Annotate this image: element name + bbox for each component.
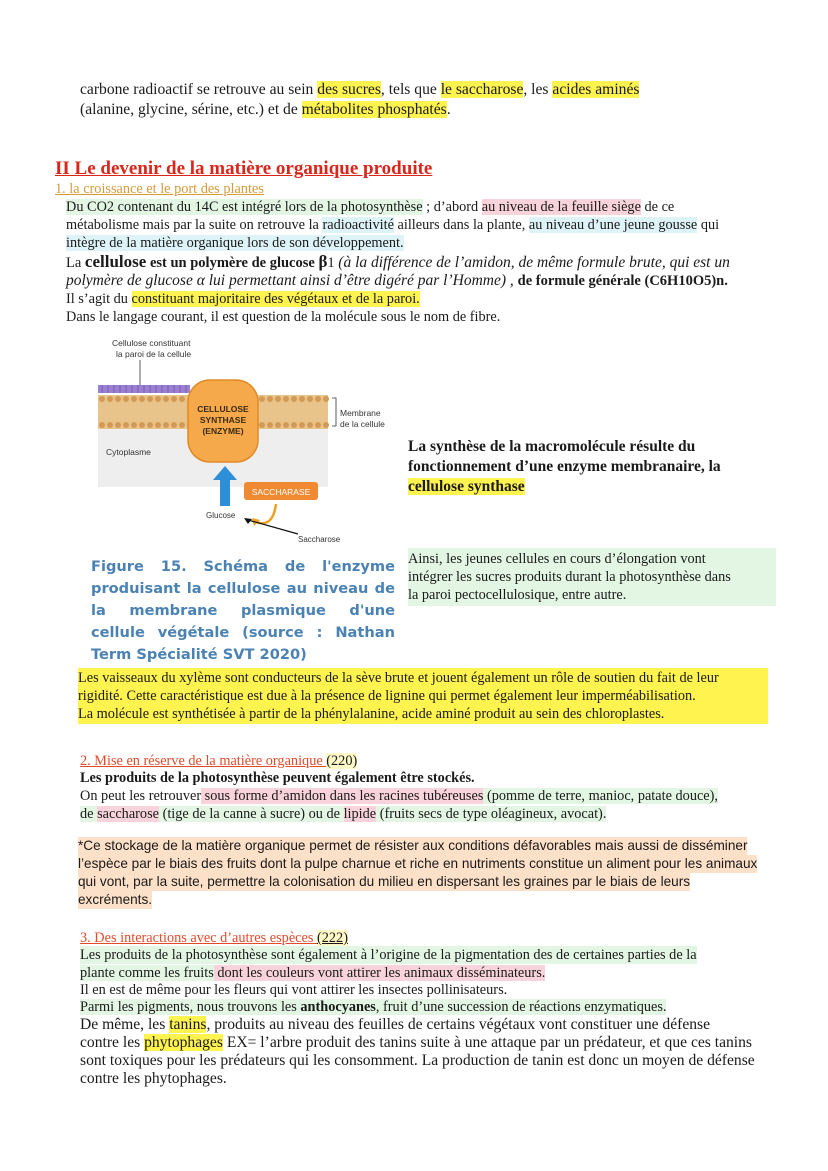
young-cells-block: Ainsi, les jeunes cellules en cours d’élongation vont intégrer les sucres produits durant la photosynthèse dans la paroi pectocellulosique, entre autre.	[408, 548, 776, 606]
cellulose-synthase-figure	[88, 336, 388, 548]
subsection-3-line-1: Les produits de la photosynthèse sont également à l’origine de la pigmentation des de certaines parties de la	[80, 947, 697, 963]
subsection-2-title: 2. Mise en réserve de la matière organique (220)	[80, 753, 358, 769]
cellulose-line-2: polymère de glucose α lui permettant ainsi d’être digéré par l’Homme) , de formule générale (C6H10O5)n.	[66, 272, 728, 289]
para1-line-2: métabolisme mais par la suite on retrouve la radioactivité ailleurs dans la plante, au niveau d’une jeune gousse qui	[66, 217, 720, 233]
subsection-3-line-7: sont toxiques pour les prédateurs qui les consomment. La production de tanin est donc un moyen de défense	[80, 1052, 755, 1069]
glucose-arrow-shaft	[220, 478, 230, 506]
cellulose-line-1: La cellulose est un polymère de glucose β1 (à la différence de l’amidon, de même formule brute, qui est un	[66, 252, 730, 271]
fig-label-cellulose-2: la paroi de la cellule	[116, 349, 192, 359]
fig-label-glucose: Glucose	[206, 511, 236, 520]
intro-line-2: (alanine, glycine, sérine, etc.) et de métabolites phosphatés.	[80, 101, 451, 118]
fig-label-membrane-1: Membrane	[340, 408, 381, 418]
fig-label-enzyme-3: (ENZYME)	[202, 426, 244, 436]
subsection-2-lead: Les produits de la photosynthèse peuvent également être stockés.	[80, 770, 475, 786]
fig-label-cellulose-1: Cellulose constituant	[112, 338, 191, 348]
subsection-3-line-6: contre les phytophages EX= l’arbre produit des tanins suite à une attaque par un prédateur, et que ces tanins	[80, 1034, 752, 1051]
xylem-block: Les vaisseaux du xylème sont conducteurs de la sève brute et jouent également un rôle de soutien du fait de leur rigidité. Cette caractéristique est due à la présence de lignine qui permet également leur imperméabilisation. La molécule est synthétisée à partir de la phénylalanine, acide aminé produit au sein des chloroplastes.	[78, 668, 768, 724]
subsection-2-line-2: de saccharose (tige de la canne à sucre) ou de lipide (fruits secs de type oléagineux, avocat).	[80, 806, 607, 822]
fig-label-enzyme-1: CELLULOSE	[197, 404, 249, 414]
cellulose-line-4: Dans le langage courant, il est question de la molécule sous le nom de fibre.	[66, 309, 501, 325]
synthesis-line-1: La synthèse de la macromolécule résulte du	[408, 438, 696, 455]
fig-label-saccharase: SACCHARASE	[251, 487, 311, 497]
subsection-3-line-8: contre les phytophages.	[80, 1070, 227, 1087]
section-heading: II Le devenir de la matière organique produite	[55, 158, 433, 179]
subsection-3-line-4: Parmi les pigments, nous trouvons les anthocyanes, fruit d’une succession de réactions enzymatiques.	[80, 999, 667, 1015]
intro-line-1: carbone radioactif se retrouve au sein des sucres, tels que le saccharose, les acides aminés	[80, 81, 640, 98]
synthesis-line-3: cellulose synthase	[408, 478, 525, 495]
synthesis-line-2: fonctionnement d’une enzyme membranaire, la	[408, 458, 721, 475]
fig-label-cytoplasme: Cytoplasme	[106, 447, 151, 457]
cellulose-line-3: Il s’agit du constituant majoritaire des végétaux et de la paroi.	[66, 291, 420, 307]
fig-label-saccharose: Saccharose	[298, 535, 341, 544]
subsection-3-title: 3. Des interactions avec d’autres espèces (222)	[80, 930, 348, 946]
subsection-3-line-2: plante comme les fruits dont les couleurs vont attirer les animaux disséminateurs.	[80, 965, 546, 981]
para1-line-1: Du CO2 contenant du 14C est intégré lors de la photosynthèse ; d’abord au niveau de la feuille siège de ce	[66, 199, 675, 215]
storage-note: *Ce stockage de la matière organique permet de résister aux conditions défavorables mais aussi de disséminer l’espèce par le biais des fruits dont la pulpe charnue et riche en nutriments constitue un aliment pour les animaux qui vont, par la suite, permettre la colonisation du milieu en dispersant les graines par le biais de leurs excréments.	[78, 838, 758, 907]
figure-caption: Figure 15. Schéma de l'enzyme produisant la cellulose au niveau de la membrane plasmique d'une cellule végétale (source : Nathan Term Spécialité SVT 2020)	[91, 558, 395, 663]
fig-label-enzyme-2: SYNTHASE	[199, 415, 247, 425]
para1-line-3: intègre de la matière organique lors de son développement.	[66, 235, 404, 251]
subsection-3-line-3: Il en est de même pour les fleurs qui vont attirer les insectes pollinisateurs.	[80, 982, 508, 998]
fig-label-membrane-2: de la cellule	[340, 419, 385, 429]
subsection-1-title: 1. la croissance et le port des plantes	[55, 181, 264, 197]
subsection-3-line-5: De même, les tanins, produits au niveau des feuilles de certains végétaux vont constituer une défense	[80, 1016, 711, 1033]
subsection-2-line-1: On peut les retrouver sous forme d’amidon dans les racines tubéreuses (pomme de terre, manioc, patate douce),	[80, 788, 718, 804]
